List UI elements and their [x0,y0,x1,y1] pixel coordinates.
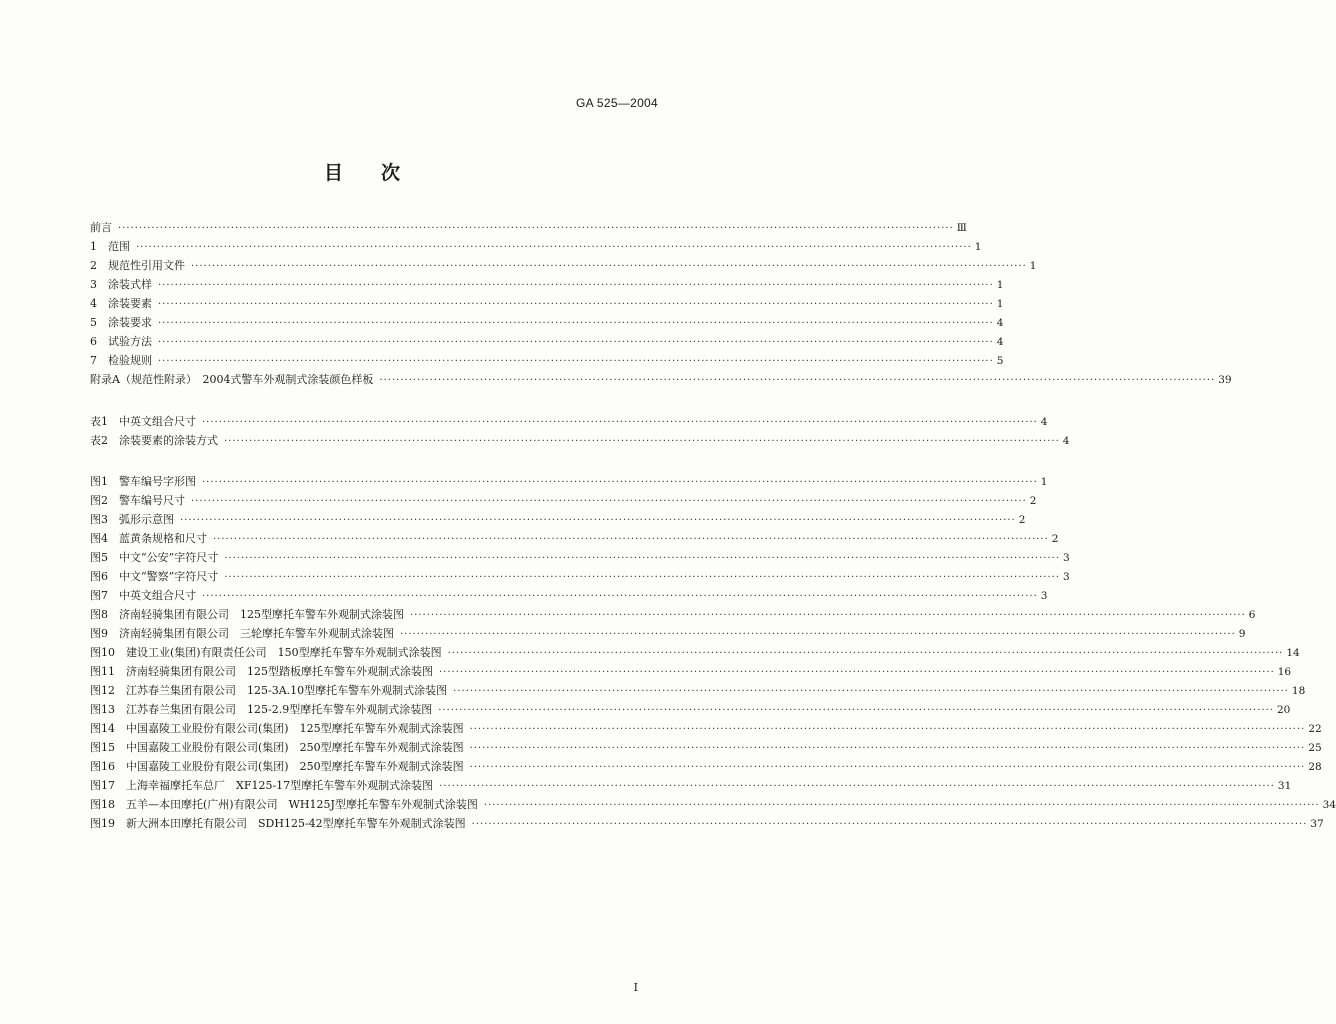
figure-entry [90,472,1048,491]
leader-dots: ········································································································································································································ [224,436,1060,447]
figure-entry-page: 22 [1308,723,1322,735]
leader-dots: ········································································································································································································ [439,781,1275,792]
figure-entry-page: 37 [1310,818,1324,830]
figure-entry-page: 16 [1277,666,1292,678]
leader-dots: ········································································································································································································ [202,477,1038,488]
figure-entry-label: 图3 弧形示意图 [90,513,174,526]
figure-entry-page: 2 [1018,514,1026,526]
chapter-entry [90,256,1037,275]
standard-code: GA 525—2004 [575,96,658,110]
chapter-entry-label: 6 试验方法 [90,335,152,348]
leader-dots: ········································································································································································································ [191,496,1027,507]
figure-entry-label: 图13 江苏春兰集团有限公司 125-2.9型摩托车警车外观制式涂装图 [90,703,433,716]
table-entry [90,431,1070,450]
figure-entry-page: 34 [1322,799,1336,811]
chapter-entry-label: 5 涂装要求 [90,316,152,329]
table-entry-page: 4 [1062,435,1070,447]
table-entry-label: 表2 涂装要素的涂装方式 [90,434,218,447]
figure-entry-page: 9 [1238,628,1246,640]
chapter-entry [90,237,982,256]
leader-dots: ········································································································································································································ [158,337,994,348]
leader-dots: ········································································································································································································ [471,819,1308,830]
leader-dots: ········································································································································································································ [158,356,994,367]
chapter-entry-page: 1 [974,241,982,253]
chapter-entry [90,351,1004,370]
figure-entry [90,643,1300,662]
chapter-entry-label: 4 涂装要素 [90,297,152,310]
chapter-entry-label: 附录A（规范性附录） 2004式警车外观制式涂装颜色样板 [90,373,374,386]
figure-entry [90,624,1246,643]
leader-dots: ········································································································································································································ [453,686,1289,697]
figure-entry-label: 图12 江苏春兰集团有限公司 125-3A.10型摩托车警车外观制式涂装图 [90,684,448,697]
page-title: 目 次 [323,162,400,184]
figure-entry [90,700,1291,719]
figure-entry [90,605,1256,624]
chapter-entry [90,370,1232,389]
figure-entry-label: 图8 济南轻骑集团有限公司 125型摩托车警车外观制式涂装图 [90,608,404,621]
leader-dots: ········································································································································································································ [180,515,1016,526]
figure-entry-label: 图17 上海幸福摩托车总厂 XF125-17型摩托车警车外观制式涂装图 [90,779,434,792]
figure-entry-page: 20 [1276,704,1291,716]
leader-dots: ········································································································································································································ [224,553,1060,564]
figure-entry [90,586,1048,605]
chapter-entry-page: 1 [996,298,1004,310]
figure-entry-label: 图7 中英文组合尺寸 [90,589,196,602]
figure-entry-page: 28 [1308,761,1322,773]
leader-dots: ········································································································································································································ [410,610,1246,621]
figure-entry [90,795,1336,814]
leader-dots: ········································································································································································································ [379,375,1216,386]
figure-entry-page: 25 [1308,742,1322,754]
leader-dots: ········································································································································································································ [447,648,1284,659]
chapter-entry-page: 1 [1029,260,1037,272]
figure-entry-page: 3 [1063,552,1070,564]
leader-dots: ········································································································································································································ [213,534,1049,545]
chapter-entry-page: Ⅲ [956,222,967,234]
chapter-entry-label: 1 范围 [90,240,130,253]
chapter-entry [90,313,1004,332]
page-number: I [633,981,638,994]
leader-dots: ········································································································································································································ [469,724,1306,735]
leader-dots: ········································································································································································································ [438,705,1274,716]
figure-entry [90,529,1059,548]
leader-dots: ········································································································································································································ [202,417,1038,428]
figure-entry [90,776,1292,795]
figure-entry-label: 图6 中文“警察”字符尺寸 [90,570,219,583]
table-entry-page: 4 [1040,416,1048,428]
figure-entry-page: 6 [1248,609,1256,621]
toc-figures [90,472,1336,833]
figure-entry-label: 图16 中国嘉陵工业股份有限公司(集团) 250型摩托车警车外观制式涂装图 [90,760,464,773]
figure-entry [90,662,1292,681]
figure-entry-label: 图2 警车编号尺寸 [90,494,185,507]
chapter-entry-label: 7 检验规则 [90,354,152,367]
figure-entry [90,567,1070,586]
toc-chapters [90,218,1232,389]
figure-entry-label: 图18 五羊—本田摩托(广州)有限公司 WH125J型摩托车警车外观制式涂装图 [90,798,478,811]
figure-entry-page: 2 [1051,533,1059,545]
chapter-entry-page: 4 [996,336,1004,348]
chapter-entry-label: 前言 [90,221,112,234]
figure-entry-page: 2 [1029,495,1037,507]
figure-entry-label: 图5 中文“公安”字符尺寸 [90,551,219,564]
figure-entry-page: 3 [1040,590,1048,602]
table-entry-label: 表1 中英文组合尺寸 [90,415,196,428]
chapter-entry-page: 4 [996,317,1004,329]
chapter-entry [90,275,1004,294]
chapter-entry [90,294,1004,313]
figure-entry-label: 图1 警车编号字形图 [90,475,196,488]
figure-entry-label: 图4 蓝黄条规格和尺寸 [90,532,207,545]
leader-dots: ········································································································································································································ [202,591,1038,602]
leader-dots: ········································································································································································································ [483,800,1320,811]
chapter-entry-page: 1 [996,279,1004,291]
figure-entry [90,738,1322,757]
figure-entry [90,491,1037,510]
leader-dots: ········································································································································································································ [158,318,994,329]
figure-entry-page: 14 [1286,647,1300,659]
table-entry [90,412,1048,431]
leader-dots: ········································································································································································································ [136,242,972,253]
chapter-entry-label: 3 涂装式样 [90,278,152,291]
leader-dots: ········································································································································································································ [158,280,994,291]
figure-entry-label: 图10 建设工业(集团)有限责任公司 150型摩托车警车外观制式涂装图 [90,646,442,659]
figure-entry-label: 图14 中国嘉陵工业股份有限公司(集团) 125型摩托车警车外观制式涂装图 [90,722,464,735]
figure-entry [90,814,1324,833]
chapter-entry [90,332,1004,351]
figure-entry-label: 图15 中国嘉陵工业股份有限公司(集团) 250型摩托车警车外观制式涂装图 [90,741,464,754]
chapter-entry-label: 2 规范性引用文件 [90,259,185,272]
figure-entry-label: 图19 新大洲本田摩托有限公司 SDH125-42型摩托车警车外观制式涂装图 [90,817,466,830]
leader-dots: ········································································································································································································ [191,261,1027,272]
chapter-entry [90,218,967,237]
leader-dots: ········································································································································································································ [224,572,1060,583]
figure-entry-page: 1 [1040,476,1048,488]
figure-entry [90,681,1306,700]
figure-entry-page: 3 [1063,571,1070,583]
leader-dots: ········································································································································································································ [469,743,1306,754]
figure-entry-label: 图9 济南轻骑集团有限公司 三轮摩托车警车外观制式涂装图 [90,627,394,640]
toc-tables [90,412,1070,450]
figure-entry [90,548,1070,567]
figure-entry [90,510,1026,529]
chapter-entry-page: 5 [996,355,1004,367]
figure-entry [90,719,1322,738]
leader-dots: ········································································································································································································ [439,667,1275,678]
leader-dots: ········································································································································································································ [469,762,1306,773]
chapter-entry-page: 39 [1218,374,1232,386]
figure-entry-label: 图11 济南轻骑集团有限公司 125型踏板摩托车警车外观制式涂装图 [90,665,433,678]
leader-dots: ········································································································································································································ [158,299,994,310]
figure-entry-page: 18 [1291,685,1306,697]
figure-entry [90,757,1322,776]
leader-dots: ········································································································································································································ [118,223,954,234]
leader-dots: ········································································································································································································ [400,629,1236,640]
figure-entry-page: 31 [1277,780,1292,792]
